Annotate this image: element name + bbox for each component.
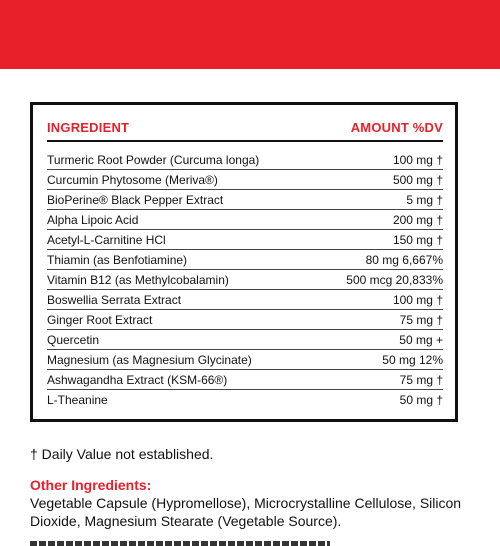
ingredient-amount: 50 mg † bbox=[399, 393, 443, 407]
facts-rows bbox=[47, 150, 443, 410]
ingredient-name: Boswellia Serrata Extract bbox=[47, 292, 182, 307]
facts-row bbox=[47, 230, 443, 250]
ingredient-name: Alpha Lipoic Acid bbox=[47, 212, 139, 227]
ingredient-amount: 500 mcg 20,833% bbox=[346, 272, 443, 287]
ingredient-amount: 50 mg + bbox=[399, 332, 443, 347]
facts-row bbox=[47, 250, 443, 270]
ingredient-amount: 75 mg † bbox=[399, 312, 443, 327]
ingredient-amount: 75 mg † bbox=[399, 372, 443, 387]
facts-row bbox=[47, 390, 443, 410]
top-banner bbox=[0, 0, 500, 69]
ingredient-name: Magnesium (as Magnesium Glycinate) bbox=[47, 352, 252, 367]
facts-row bbox=[47, 170, 443, 190]
amount-dv-column-header: AMOUNT %DV bbox=[350, 120, 443, 135]
ingredient-name: Ashwagandha Extract (KSM-66®) bbox=[47, 372, 228, 387]
facts-row bbox=[47, 210, 443, 230]
ingredient-name: Thiamin (as Benfotiamine) bbox=[47, 252, 188, 267]
facts-row bbox=[47, 290, 443, 310]
ingredient-amount: 100 mg † bbox=[392, 292, 443, 307]
ingredient-name: Vitamin B12 (as Methylcobalamin) bbox=[47, 272, 229, 287]
ingredient-name: Curcumin Phytosome (Meriva®) bbox=[47, 172, 218, 187]
ingredient-name: Ginger Root Extract bbox=[47, 312, 153, 327]
facts-row bbox=[47, 190, 443, 210]
facts-header bbox=[47, 120, 443, 142]
ingredient-amount: 50 mg 12% bbox=[382, 352, 443, 367]
facts-row bbox=[47, 310, 443, 330]
facts-row bbox=[47, 350, 443, 370]
ingredient-column-header: INGREDIENT bbox=[47, 120, 130, 135]
other-ingredients-text: Vegetable Capsule (Hypromellose), Microcrystalline Cellulose, Silicon Dioxide, Magnesium Stearate (Vegetable Source). bbox=[30, 495, 462, 529]
ingredient-amount: 150 mg † bbox=[392, 232, 443, 247]
ingredient-amount: 200 mg † bbox=[392, 212, 443, 227]
ingredient-name: Acetyl-L-Carnitine HCl bbox=[47, 232, 166, 247]
daily-value-footnote: † Daily Value not established. bbox=[30, 446, 214, 462]
facts-row bbox=[47, 270, 443, 290]
cut-off-text-line bbox=[30, 538, 330, 546]
ingredient-name: BioPerine® Black Pepper Extract bbox=[47, 192, 224, 207]
facts-row bbox=[47, 370, 443, 390]
other-ingredients-title: Other Ingredients: bbox=[30, 477, 152, 493]
ingredient-name: L-Theanine bbox=[47, 393, 108, 407]
facts-row bbox=[47, 330, 443, 350]
ingredient-amount: 500 mg † bbox=[392, 172, 443, 187]
ingredient-name: Quercetin bbox=[47, 332, 100, 347]
facts-row bbox=[47, 150, 443, 170]
ingredient-amount: 80 mg 6,667% bbox=[365, 252, 443, 267]
ingredient-name: Turmeric Root Powder (Curcuma longa) bbox=[47, 152, 260, 167]
ingredient-amount: 5 mg † bbox=[406, 192, 443, 207]
supplement-facts-panel bbox=[30, 102, 458, 422]
ingredient-amount: 100 mg † bbox=[392, 152, 443, 167]
